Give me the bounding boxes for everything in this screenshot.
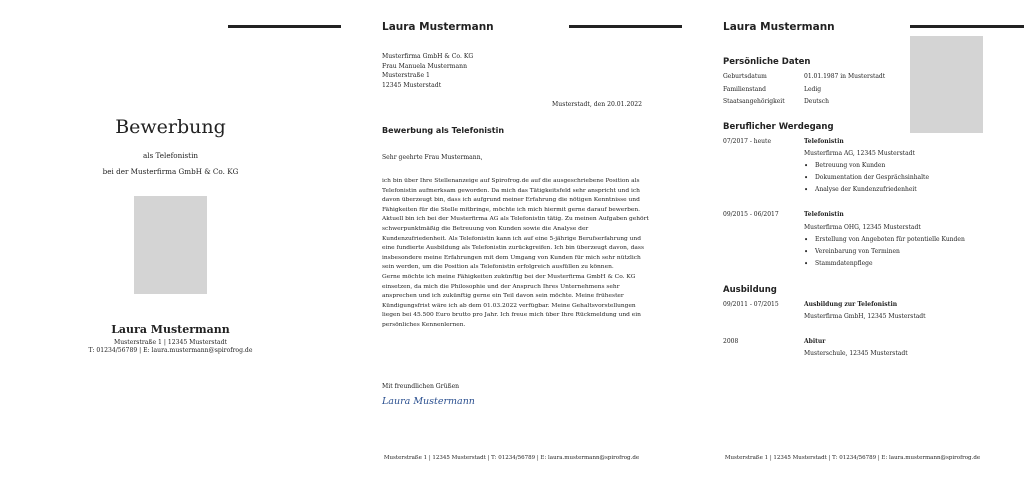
career-role: Telefonistin: [804, 211, 844, 218]
body-line: einsetzen, da mich die Philosophie und der Anspruch Ihres Unternehmens sehr: [382, 283, 620, 290]
career-task: • Vereinbarung von Terminen: [815, 248, 900, 255]
body-line: schwerpunktmäßig die Betreuung von Kunden sowie die Analyse der: [382, 225, 589, 232]
applicant-photo-placeholder: [910, 36, 983, 133]
career-company: Musterfirma OHG, 12345 Musterstadt: [804, 224, 921, 231]
body-line: Kundenzufriedenheit. Als Telefonistin kann ich auf eine 5-jährige Berufserfahrung und: [382, 235, 641, 242]
personal-label: Geburtsdatum: [723, 73, 767, 80]
signature: Laura Mustermann: [382, 396, 475, 407]
personal-label: Staatsangehörigkeit: [723, 98, 785, 105]
body-line: Fähigkeiten für die Stelle mitbringe, möchte ich mich hiermit gerne darauf bewerben.: [382, 206, 641, 213]
personal-value: 01.01.1987 in Musterstadt: [804, 73, 886, 80]
cv-header-name: Laura Mustermann: [723, 21, 835, 33]
body-line: ich bin über Ihre Stellenanzeige auf Spirofrog.de auf die ausgeschriebene Position als: [382, 178, 640, 184]
career-task: • Dokumentation der Gesprächsinhalte: [815, 174, 929, 181]
career-heading: Beruflicher Werdegang: [723, 122, 834, 132]
body-line: Kündigungsfrist wäre ich ab dem 01.03.2022 verfügbar. Meine Gehaltsvorstellungen: [382, 302, 636, 309]
body-line: liegen bei 45.500 Euro brutto pro Jahr. Ich freue mich über Ihre Rückmeldung und ein: [382, 312, 641, 319]
career-role: Telefonistin: [804, 138, 844, 145]
body-line: sein werden, um die Position als Telefonistin erfolgreich ausfüllen zu können.: [382, 264, 614, 271]
body-line: Aktuell bin ich bei der Musterfirma AG als Telefonistin tätig. Zu meinen Aufgaben gehört: [382, 216, 649, 223]
cover-title: Bewerbung: [115, 116, 226, 138]
career-period: 07/2017 - heute: [723, 138, 772, 145]
header-rule: [910, 25, 1024, 28]
career-period: 09/2015 - 06/2017: [723, 211, 779, 218]
career-company: Musterfirma AG, 12345 Musterstadt: [804, 150, 915, 157]
cover-company: bei der Musterfirma GmbH & Co. KG: [102, 167, 239, 176]
cv-footer: Musterstraße 1 | 12345 Musterstadt | T: 01234/56789 | E: laura.mustermann@spirofrog.de: [724, 455, 981, 461]
body-line: insbesondere meine Erfahrungen mit dem Umgang von Kunden für mich sehr nützlich: [382, 254, 641, 261]
body-line: Gerne möchte ich meine Fähigkeiten zukünftig bei der Musterfirma GmbH & Co. KG: [382, 273, 636, 280]
education-period: 2008: [723, 338, 739, 345]
personal-data-heading: Persönliche Daten: [723, 57, 811, 67]
letter-date: Musterstadt, den 20.01.2022: [552, 101, 642, 108]
body-line: persönliches Kennenlernen.: [382, 321, 466, 328]
personal-label: Familienstand: [723, 86, 766, 93]
header-rule: [569, 25, 682, 28]
education-title: Abitur: [804, 338, 826, 345]
recipient-line: Musterfirma GmbH & Co. KG: [382, 53, 474, 60]
career-task: • Betreuung von Kunden: [815, 162, 885, 169]
letter-page: [341, 0, 682, 482]
personal-value: Ledig: [804, 86, 822, 93]
career-task: • Erstellung von Angeboten für potentielle Kunden: [815, 236, 965, 243]
cover-contact: T: 01234/56789 | E: laura.mustermann@spirofrog.de: [88, 347, 253, 354]
letter-subject: Bewerbung als Telefonistin: [382, 126, 505, 135]
letter-closing: Mit freundlichen Grüßen: [382, 383, 460, 390]
body-line: davon überzeugt bin, dass ich aufgrund meiner Erfahrung die nötigen Kenntnisse und: [382, 197, 640, 204]
recipient-line: 12345 Musterstadt: [382, 81, 442, 89]
cover-page: [0, 0, 341, 482]
body-line: Telefonistin aufmerksam geworden. Da mich das Tätigkeitsfeld sehr anspricht und ich: [382, 187, 640, 194]
education-period: 09/2011 - 07/2015: [723, 301, 779, 308]
education-heading: Ausbildung: [723, 285, 777, 295]
cv-page: [682, 0, 1024, 482]
letter-salutation: Sehr geehrte Frau Mustermann,: [382, 154, 483, 161]
cover-position: als Telefonistin: [142, 151, 199, 160]
career-task: • Stammdatenpflege: [815, 260, 873, 267]
cover-name: Laura Mustermann: [111, 323, 230, 336]
education-title: Ausbildung zur Telefonistin: [804, 301, 898, 308]
career-task: • Analyse der Kundenzufriedenheit: [815, 186, 917, 193]
header-rule: [228, 25, 341, 28]
recipient-block: [382, 52, 473, 90]
body-line: eine fundierte Ausbildung als Telefonistin zurückgreifen. Ich bin überzeugt davon, dass: [382, 245, 644, 252]
recipient-line: Frau Manuela Mustermann: [382, 62, 468, 70]
education-place: Musterfirma GmbH, 12345 Musterstadt: [804, 313, 926, 320]
letter-body: [382, 177, 649, 331]
letter-header-name: Laura Mustermann: [382, 21, 494, 33]
body-line: ansprechen und ich zukünftig gerne ein Teil davon sein möchte. Meine frühester: [382, 293, 624, 300]
personal-value: Deutsch: [804, 98, 829, 105]
education-place: Musterschule, 12345 Musterstadt: [804, 350, 908, 357]
cover-address: Musterstraße 1 | 12345 Musterstadt: [114, 339, 227, 346]
letter-footer: Musterstraße 1 | 12345 Musterstadt | T: 01234/56789 | E: laura.mustermann@spirofrog.de: [383, 455, 640, 461]
recipient-line: Musterstraße 1: [382, 72, 430, 80]
applicant-photo-placeholder: [134, 196, 207, 294]
